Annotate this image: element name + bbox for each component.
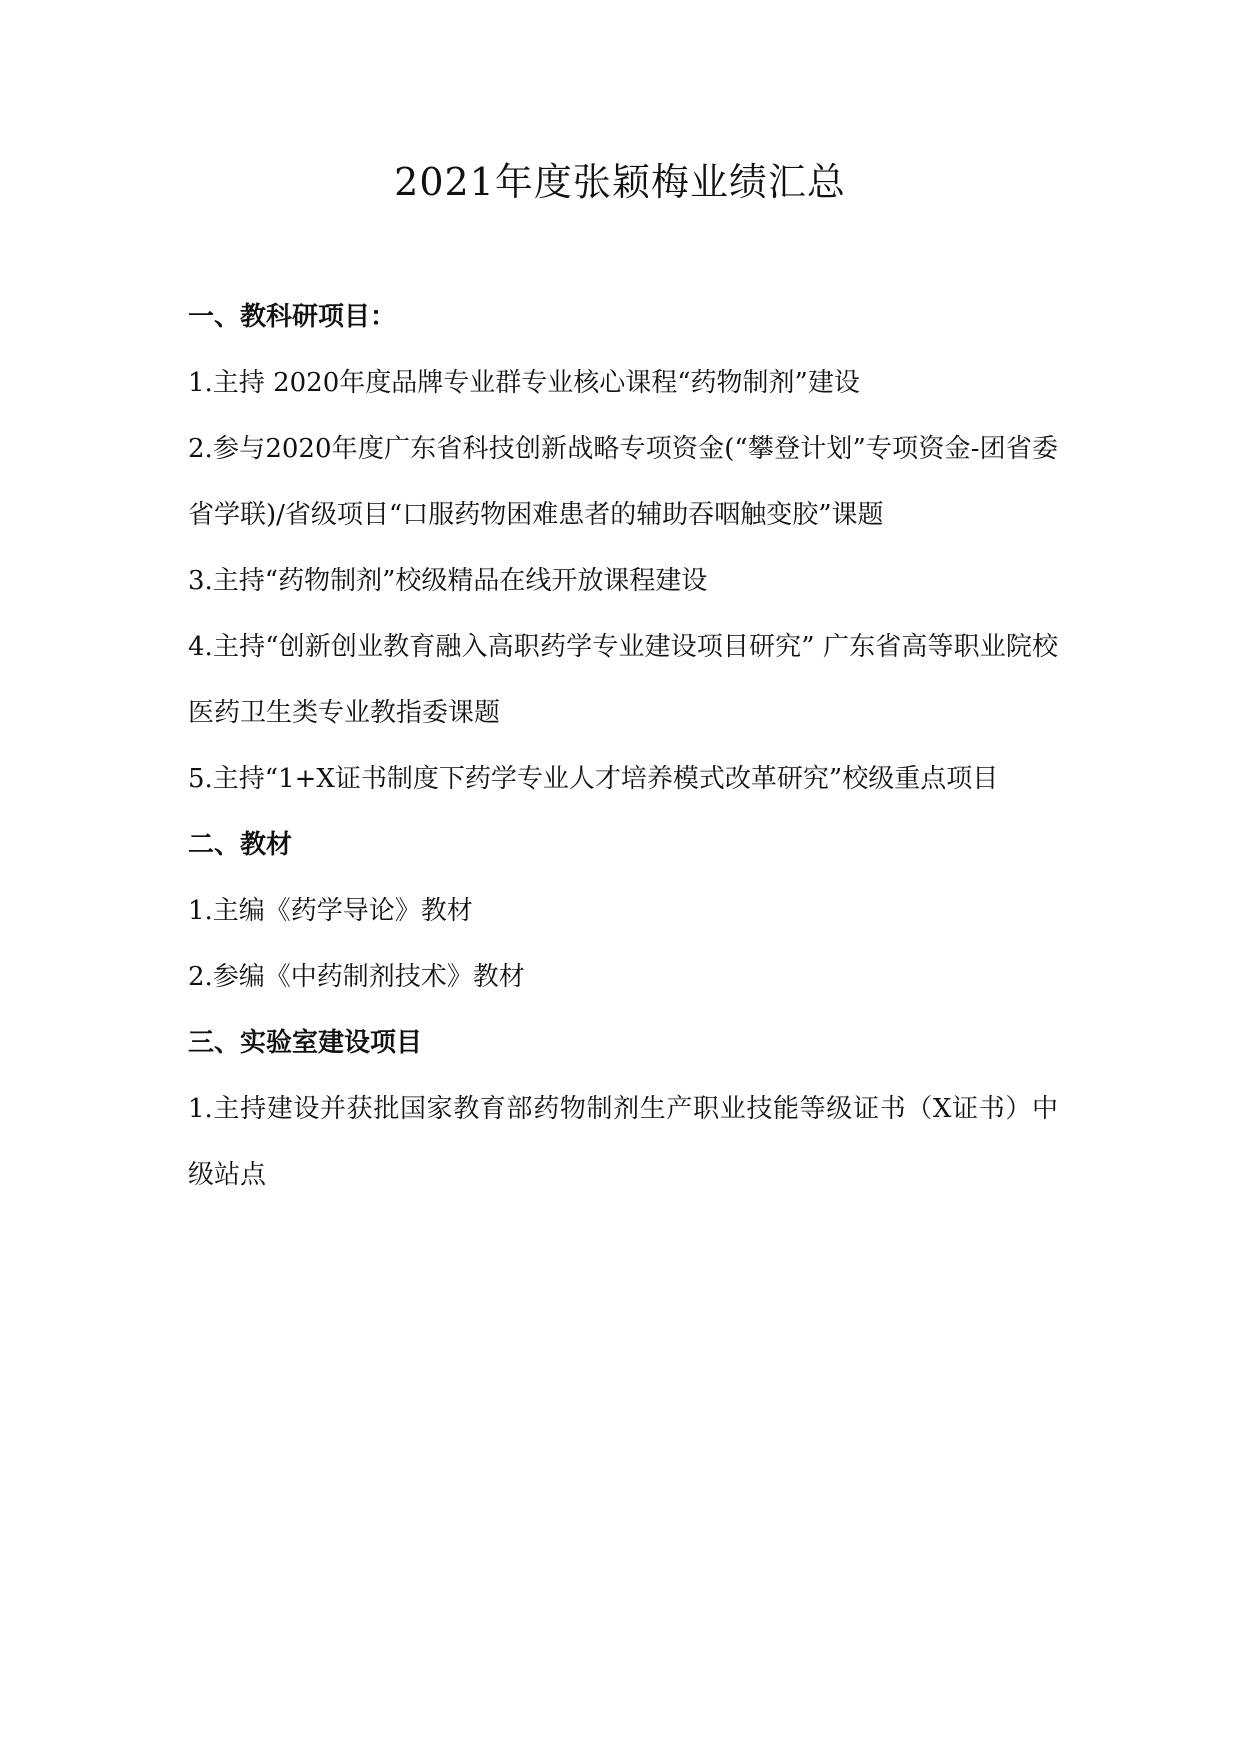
document-title: 2021年度张颖梅业绩汇总	[394, 160, 846, 204]
research-item-5: 5.主持“1+X证书制度下药学专业人才培养模式改革研究”校级重点项目	[188, 764, 999, 794]
section-heading-lab: 三、实验室建设项目	[188, 1028, 423, 1058]
textbook-item-2: 2.参编《中药制剂技术》教材	[188, 962, 525, 992]
lab-item-1: 1.主持建设并获批国家教育部药物制剂生产职业技能等级证书（X证书）中级站点	[188, 1094, 1058, 1190]
research-item-2: 2.参与2020年度广东省科技创新战略专项资金(“攀登计划”专项资金-团省委省学联)/省级项目“口服药物困难患者的辅助吞咽触变胶”课题	[188, 434, 1058, 530]
research-item-4: 4.主持“创新创业教育融入高职药学专业建设项目研究” 广东省高等职业院校医药卫生类专业教指委课题	[188, 632, 1058, 728]
research-item-1: 1.主持 2020年度品牌专业群专业核心课程“药物制剂”建设	[188, 368, 860, 398]
textbook-item-1: 1.主编《药学导论》教材	[188, 896, 473, 926]
document-body	[188, 284, 1058, 1208]
section-heading-research: 一、教科研项目：	[188, 302, 397, 332]
section-heading-textbooks: 二、教材	[188, 830, 293, 860]
research-item-3: 3.主持“药物制剂”校级精品在线开放课程建设	[188, 566, 708, 596]
